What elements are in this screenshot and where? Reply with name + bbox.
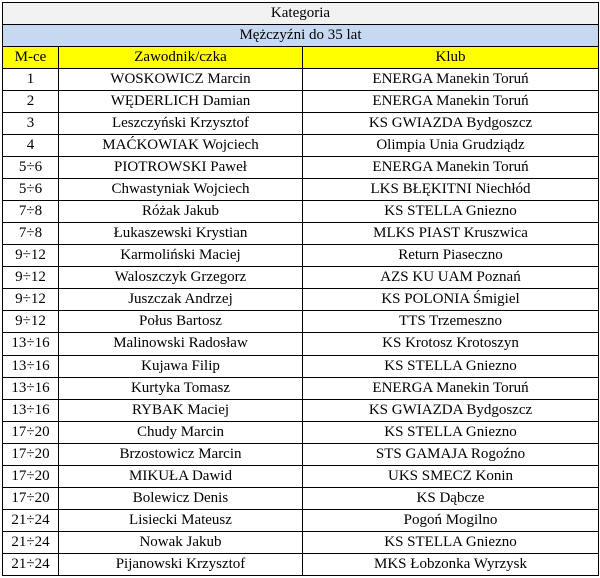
table-row: [3, 289, 599, 311]
place-cell: 13÷16: [3, 355, 59, 377]
place-cell: 9÷12: [3, 267, 59, 289]
name-cell: Chwastyniak Wojciech: [59, 179, 303, 201]
name-cell: Kujawa Filip: [59, 355, 303, 377]
table-row: [3, 399, 599, 421]
table-row: [3, 531, 599, 553]
name-cell: Chudy Marcin: [59, 421, 303, 443]
club-cell: ENERGA Manekin Toruń: [303, 69, 599, 91]
place-cell: 17÷20: [3, 487, 59, 509]
club-cell: AZS KU UAM Poznań: [303, 267, 599, 289]
name-cell: RYBAK Maciej: [59, 399, 303, 421]
place-cell: 2: [3, 91, 59, 113]
club-cell: STS GAMAJA Rogoźno: [303, 443, 599, 465]
category-name-row: [3, 25, 599, 47]
place-cell: 7÷8: [3, 201, 59, 223]
table-row: [3, 355, 599, 377]
club-cell: KS POLONIA Śmigiel: [303, 289, 599, 311]
table-row: [3, 443, 599, 465]
table-row: [3, 245, 599, 267]
club-cell: KS GWIAZDA Bydgoszcz: [303, 113, 599, 135]
column-header-row: [3, 47, 599, 69]
club-cell: KS STELLA Gniezno: [303, 201, 599, 223]
table-row: [3, 201, 599, 223]
column-header-name: Zawodnik/czka: [59, 47, 303, 69]
place-cell: 1: [3, 69, 59, 91]
name-cell: Bolewicz Denis: [59, 487, 303, 509]
table-row: [3, 421, 599, 443]
table-row: [3, 267, 599, 289]
club-cell: ENERGA Manekin Toruń: [303, 377, 599, 399]
place-cell: 13÷16: [3, 399, 59, 421]
table-row: [3, 465, 599, 487]
place-cell: 9÷12: [3, 311, 59, 333]
place-cell: 17÷20: [3, 421, 59, 443]
name-cell: WOSKOWICZ Marcin: [59, 69, 303, 91]
table-row: [3, 179, 599, 201]
club-cell: TTS Trzemeszno: [303, 311, 599, 333]
category-label: Kategoria: [3, 3, 599, 25]
club-cell: ENERGA Manekin Toruń: [303, 91, 599, 113]
club-cell: KS STELLA Gniezno: [303, 355, 599, 377]
results-table: [2, 2, 599, 576]
name-cell: Karmoliński Maciej: [59, 245, 303, 267]
place-cell: 3: [3, 113, 59, 135]
table-row: [3, 377, 599, 399]
table-row: [3, 487, 599, 509]
name-cell: WĘDERLICH Damian: [59, 91, 303, 113]
club-cell: Olimpia Unia Grudziądz: [303, 135, 599, 157]
club-cell: UKS SMECZ Konin: [303, 465, 599, 487]
place-cell: 4: [3, 135, 59, 157]
place-cell: 7÷8: [3, 223, 59, 245]
table-row: [3, 157, 599, 179]
name-cell: Różak Jakub: [59, 201, 303, 223]
table-row: [3, 135, 599, 157]
table-row: [3, 311, 599, 333]
name-cell: Malinowski Radosław: [59, 333, 303, 355]
club-cell: KS STELLA Gniezno: [303, 531, 599, 553]
club-cell: LKS BŁĘKITNI Niechłód: [303, 179, 599, 201]
place-cell: 5÷6: [3, 179, 59, 201]
name-cell: Leszczyński Krzysztof: [59, 113, 303, 135]
name-cell: Pijanowski Krzysztof: [59, 553, 303, 575]
place-cell: 21÷24: [3, 553, 59, 575]
club-cell: KS GWIAZDA Bydgoszcz: [303, 399, 599, 421]
club-cell: ENERGA Manekin Toruń: [303, 157, 599, 179]
table-row: [3, 69, 599, 91]
table-row: [3, 509, 599, 531]
club-cell: Return Piaseczno: [303, 245, 599, 267]
name-cell: Łukaszewski Krystian: [59, 223, 303, 245]
table-row: [3, 223, 599, 245]
club-cell: MKS Łobzonka Wyrzysk: [303, 553, 599, 575]
name-cell: Kurtyka Tomasz: [59, 377, 303, 399]
table-row: [3, 113, 599, 135]
place-cell: 13÷16: [3, 377, 59, 399]
name-cell: PIOTROWSKI Paweł: [59, 157, 303, 179]
name-cell: Połus Bartosz: [59, 311, 303, 333]
club-cell: MLKS PIAST Kruszwica: [303, 223, 599, 245]
place-cell: 13÷16: [3, 333, 59, 355]
column-header-club: Klub: [303, 47, 599, 69]
name-cell: MAĆKOWIAK Wojciech: [59, 135, 303, 157]
name-cell: Lisiecki Mateusz: [59, 509, 303, 531]
name-cell: MIKUŁA Dawid: [59, 465, 303, 487]
place-cell: 9÷12: [3, 289, 59, 311]
place-cell: 9÷12: [3, 245, 59, 267]
place-cell: 21÷24: [3, 509, 59, 531]
place-cell: 17÷20: [3, 465, 59, 487]
name-cell: Juszczak Andrzej: [59, 289, 303, 311]
place-cell: 17÷20: [3, 443, 59, 465]
category-row: [3, 3, 599, 25]
place-cell: 5÷6: [3, 157, 59, 179]
club-cell: KS STELLA Gniezno: [303, 421, 599, 443]
name-cell: Brzostowicz Marcin: [59, 443, 303, 465]
name-cell: Waloszczyk Grzegorz: [59, 267, 303, 289]
club-cell: Pogoń Mogilno: [303, 509, 599, 531]
place-cell: 21÷24: [3, 531, 59, 553]
table-row: [3, 553, 599, 575]
column-header-place: M-ce: [3, 47, 59, 69]
club-cell: KS Krotosz Krotoszyn: [303, 333, 599, 355]
category-name: Mężczyźni do 35 lat: [3, 25, 599, 47]
club-cell: KS Dąbcze: [303, 487, 599, 509]
table-row: [3, 91, 599, 113]
table-row: [3, 333, 599, 355]
name-cell: Nowak Jakub: [59, 531, 303, 553]
